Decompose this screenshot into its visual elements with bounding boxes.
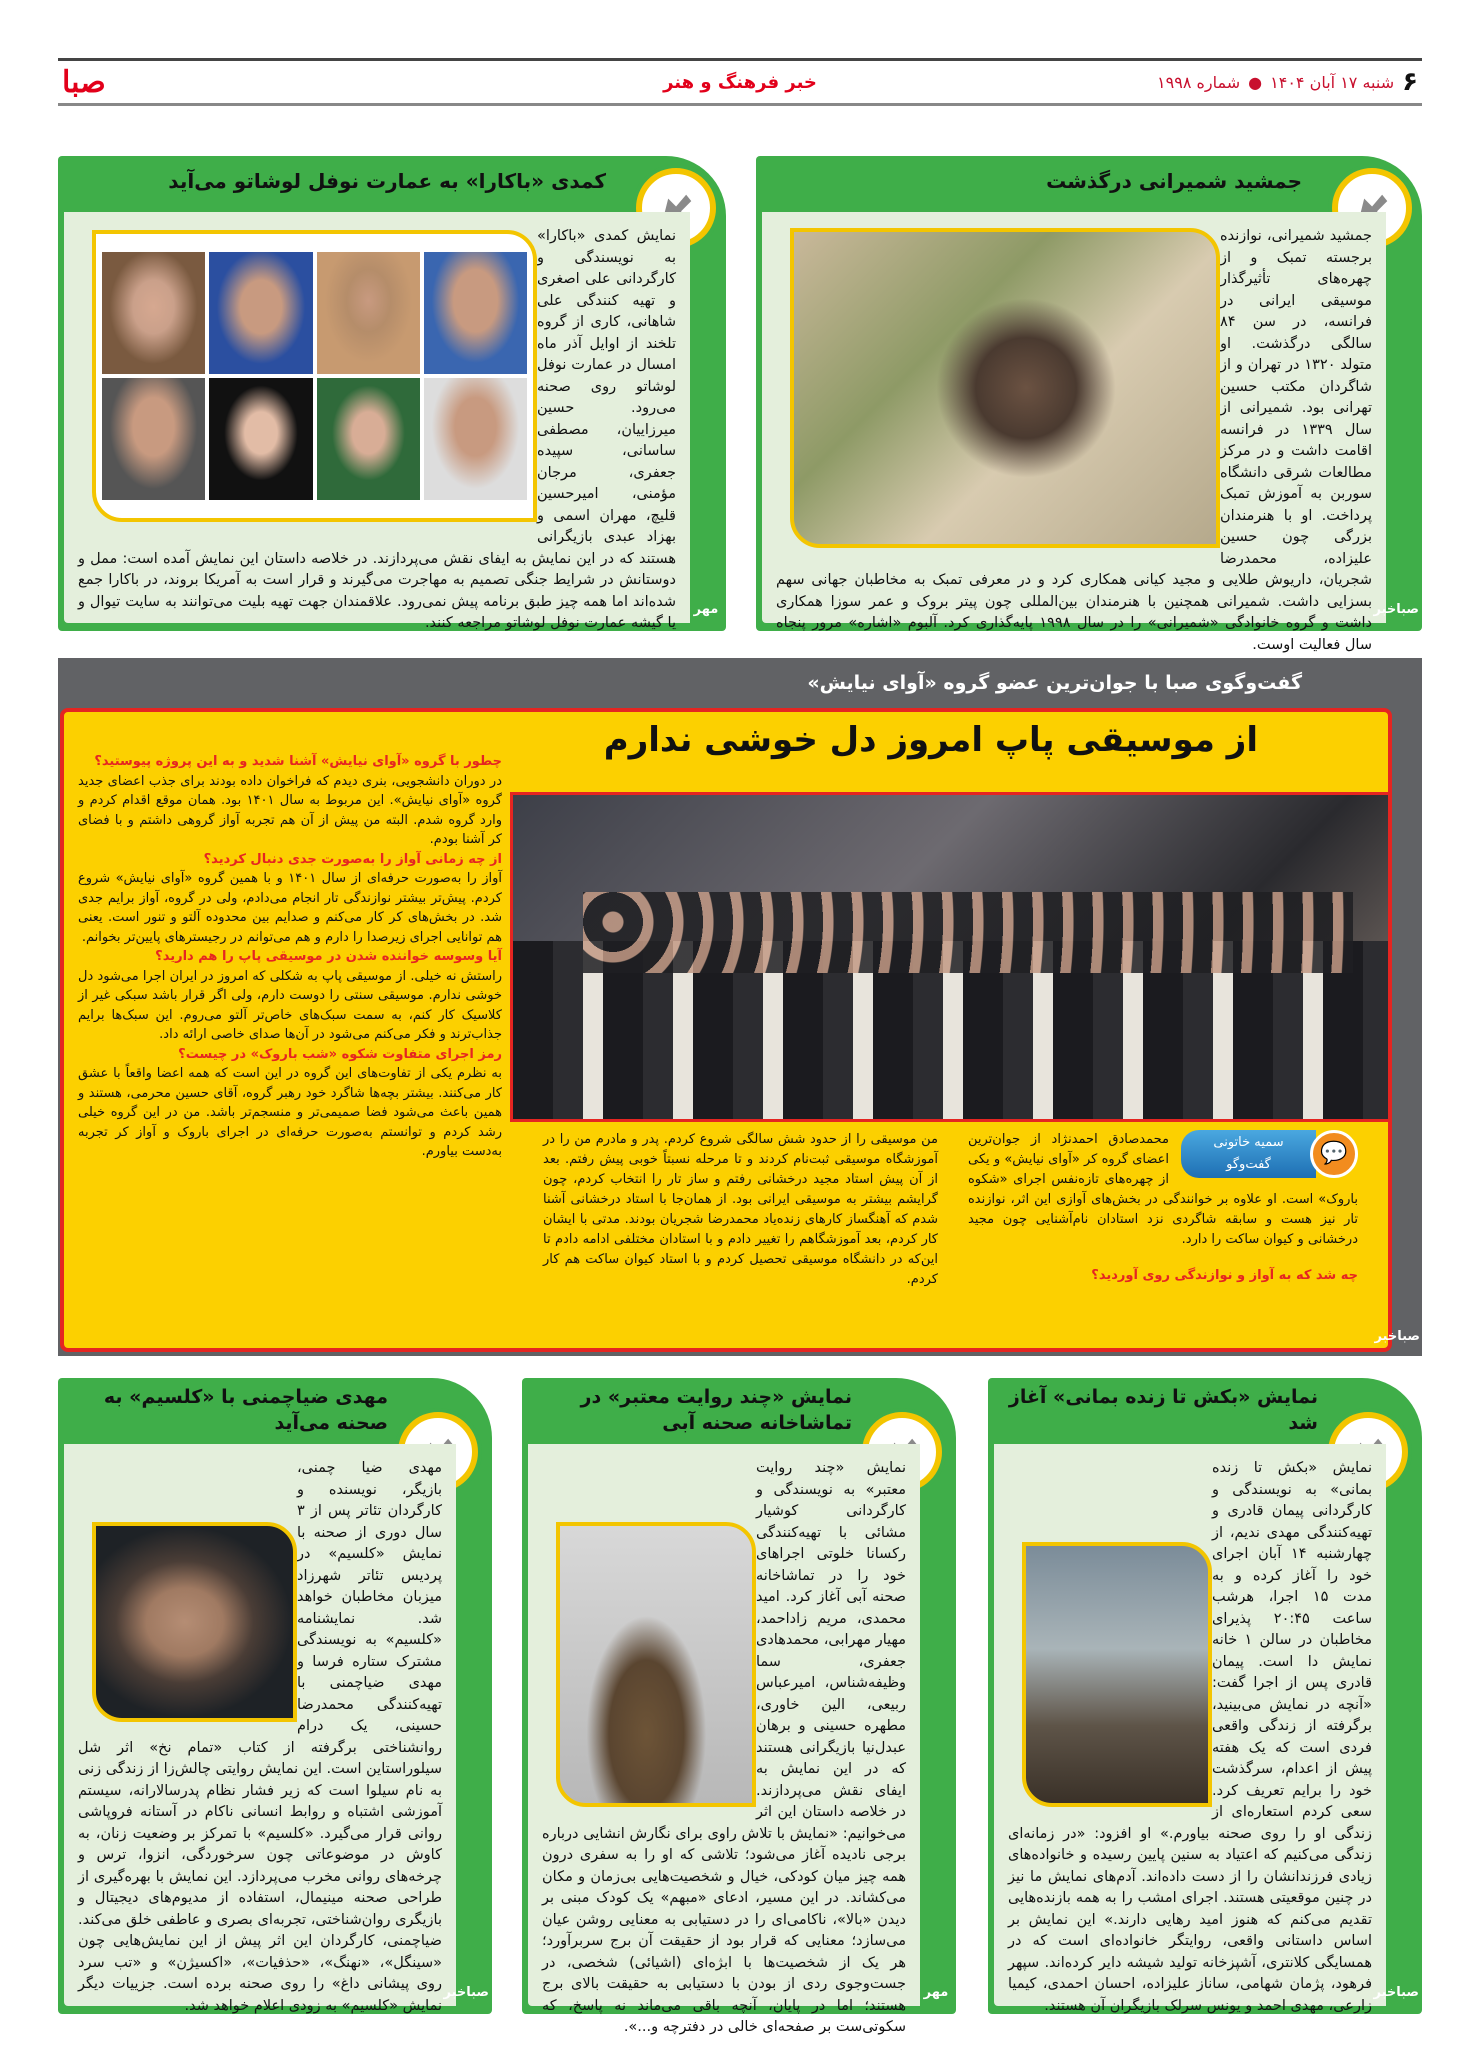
author-role: گفت‌وگو (1226, 1157, 1271, 1172)
section-title: خبر فرهنگ و هنر (663, 71, 817, 93)
article-title: مهدی ضیاچمنی با «کلسیم» به صحنه می‌آید (103, 1386, 388, 1434)
answer-column (543, 1130, 938, 1290)
page-number: ۶ (1402, 67, 1418, 97)
source-label: صباخبر (1374, 1329, 1420, 1344)
source-label: صباخبر (1373, 1985, 1419, 2000)
answer: به نظرم یکی از تفاوت‌های این گروه در این است که همه اعضا واقعاً با عشق کار می‌کنند. بیشتر بچه‌ها شاگرد خود رهبر گروه، آقای حسین محرمی، هستند و همین باعث می‌شود فضا صمیمی‌تر و منسجم‌تر باشد. من در این گروه خیلی رشد کردم و توانستم به‌صورت حرفه‌ای در اجرای باروک و آواز کر تجربه به‌دست بیاورم. (78, 1066, 502, 1159)
article-title: نمایش «چند روایت معتبر» در تماشاخانه صحنه آبی (580, 1386, 852, 1434)
article-interview (58, 658, 1422, 1356)
interview-intro: محمدصادق احمدنژاد از جوان‌ترین اعضای گروه کر «آوای نیایش» و یکی از چهره‌های تازه‌نفس اجرای «شکوه باروک» است. او علاوه بر خوانندگی در بخش‌های آوازی این اثر، نوازنده تار نیز هست و سابقه شاگردی نزد استادان نام‌آشنایی چون مجید درخشانی و کیوان ساکت را دارد. (968, 1132, 1358, 1247)
article-title: جمشید شمیرانی درگذشت (1046, 169, 1302, 193)
article-kalsim (58, 1378, 492, 2014)
answer: آواز را به‌صورت حرفه‌ای از سال ۱۴۰۱ و با همین گروه «آوای نیایش» شروع کردم. پیش‌تر بیشتر نوازندگی تار انجام می‌دادم، ولی در گروه، آواز برایم جدی شد. در بخش‌های کر کار می‌کنم و صدایم بین محدوده آلتو و تنور است. یعنی هم توانایی اجرای زیرصدا را دارم و هم می‌توانم در رجیسترهای پایین‌تر بخوانم. (78, 871, 502, 945)
choir-photo (510, 792, 1388, 1122)
article-shemirani (756, 156, 1422, 653)
article-body: نمایش «چند روایت معتبر» به نویسندگی و کارگردانی کوشیار مشائی با تهیه‌کنندگی رکسانا خلوتی اجراهای خود را در تماشاخانه صحنه آبی آغاز کرد. امید محمدی، مریم زاداحمد، مهیار مهرابی، محمدهادی جعفری، سما وظیفه‌شناس، امیرعباس ربیعی، الین خاوری، مطهره حسینی و برهان عبدل‌نیا بازیگرانی هستند که در این نمایش به ایفای نقش می‌پردازند. در خلاصه داستان این اثر می‌خوانیم: «نمایش با تلاش راوی برای نگارش انشایی درباره برجی نادیده آغاز می‌شود؛ تلاشی که او را به سفری درون همه چیز میان کودکی، خیال و شخصیت‌هایی بی‌زمان و مکان می‌کشاند. در این مسیر، ادعای «مبهم» یک کودک مبنی بر دیدن «بالا»، ناکامی‌ای را در دستیابی به معنایی روشن عیان می‌سازد؛ معنایی که قرار بود از حقیقت آن برج سربرآورد؛ هر یک از شخصیت‌ها با ابژه‌ای (اشیائی) شخصی، در جست‌وجوی ردی از بودن با دستیابی به حقیقت بالای برج هستند؛ اما در پایان، آنچه باقی می‌ماند نه پاسخ، که سکوتی‌ست بر صفحه‌ای خالی در دفترچه و...». (542, 1460, 906, 2035)
cast-photo (209, 378, 312, 500)
question: آیا وسوسه خواننده شدن در موسیقی پاپ را هم دارید؟ (155, 949, 502, 964)
question: چه شد که به آواز و نوازندگی روی آوردید؟ (1091, 1268, 1358, 1283)
issue-info (1157, 67, 1418, 97)
source-label: مهر (693, 602, 719, 617)
chand-revayat-poster (556, 1522, 756, 1807)
cast-photo (209, 252, 312, 374)
article-body: نمایش «بکش تا زنده بمانی» به نویسندگی و کارگردانی پیمان قادری و تهیه‌کنندگی مهدی ندیم، از چهارشنبه ۱۴ آبان اجرای خود را آغاز کرده و به مدت ۱۵ اجرا، هرشب ساعت ۲۰:۴۵ پذیرای مخاطبان در سالن ۱ خانه نمایش دا است. پیمان قادری پس از اجرا گفت: «آنچه در نمایش می‌بینید، برگرفته از زندگی واقعی فردی است که یک هفته پیش از اعدام، سرگذشت خود را برایم تعریف کرد. سعی کردم استعاره‌ای از زندگی او را روی صحنه بیاورم.» او افزود: «در زمانه‌ای زندگی می‌کنیم که اعتیاد به سنین پایین رسیده و خانواده‌های زیادی فرزندانشان را از دست داده‌اند. آدم‌های نمایش ما نیز در چنین موقعیتی هستند. اجرای امشب را به همه بازنده‌هایی تقدیم می‌کنم که هنوز امید رهایی دارند.» این نمایش بر اساس داستانی واقعی، روایتگر خانواده‌ای است که در همسایگی کلانتری، آشپزخانه تولید شیشه دایر کرده‌اند. سپهر فرهود، پژمان شهامی، ساناز علیزاده، احسان احمدی، کیمیا زارعی، مهدی احمد و یونس سرلک بازیگران آن هستند. (1008, 1460, 1372, 2014)
cast-photo (102, 378, 205, 500)
article-body: مهدی ضیا چمنی، بازیگر، نویسنده و کارگردان تئاتر پس از ۳ سال دوری از صحنه با نمایش «کلسیم» در پردیس تئاتر شهرزاد میزبان مخاطبان خواهد شد. نمایشنامه «کلسیم» به نویسندگی مشترک ستاره فرسا و مهدی ضیاچمنی با تهیه‌کنندگی محمدرضا حسینی، یک درام روانشناختی برگرفته از کتاب «تمام نخ» اثر شل سیلوراستاین است. این نمایش روایتی چالش‌زا از زندگی زنی به نام سیلوا است که زیر فشار نظام پدرسالارانه، سیستم آموزشی اشتباه و روابط انسانی ناکام در آستانه فروپاشی روانی قرار می‌گیرد. «کلسیم» با تمرکز بر وضعیت زنان، به کاوش در موضوعاتی چون سرخوردگی، انزوا، ترس و چرخه‌های روانی مخرب می‌پردازد. این نمایش با بهره‌گیری از طراحی صحنه مینیمال، استفاده از مدیوم‌های دیجیتال و بازیگری روان‌شناختی، تجربه‌ای بصری و عاطفی خلق می‌کند. ضیاچمنی، کارگردان این اثر پیش از این نمایش‌هایی چون «سینگل»، «نهنگ»، «حذفیات»، «اکسیژن» و «تب سرد روی پیشانی داغ» را روی صحنه برده است. جزییات دیگر نمایش «کلسیم» به زودی اعلام خواهد شد. (78, 1460, 442, 2014)
article-body: جمشید شمیرانی، نوازنده برجسته تمبک و از چهره‌های تأثیرگذار موسیقی ایرانی در فرانسه، در سن ۸۴ سالگی درگذشت. او متولد ۱۳۲۰ در تهران و از شاگردان مکتب حسین تهرانی بود. شمیرانی از سال ۱۳۳۹ در فرانسه اقامت داشت و در مرکز مطالعات شرقی دانشگاه سوربن به آموزش تمبک پرداخت. او با هنرمندان بزرگی چون حسین علیزاده، محمدرضا شجریان، داریوش طلایی و مجید کیانی همکاری کرد و در معرفی تمبک به مخاطبان جهانی سهم بسزایی داشت. شمیرانی همچنین با هنرمندان بین‌المللی چون پیتر بروک و عمر سوزا همکاری داشت و گروه خانوادگی «شمیرانی» را در سال ۱۹۹۸ پایه‌گذاری کرد. آلبوم «اشاره» مرور پنجاه سال فعالیت اوست. (776, 228, 1373, 653)
cast-photo (102, 252, 205, 374)
article-kicker: گفت‌وگوی صبا با جوان‌ترین عضو گروه «آوای نیایش» (807, 672, 1302, 694)
issue-number: شماره ۱۹۹۸ (1157, 72, 1241, 92)
cast-photo (317, 252, 420, 374)
question: چطور با گروه «آوای نیایش» آشنا شدید و به این پروژه پیوستید؟ (94, 754, 502, 769)
speech-bubble-icon: 💬 (1310, 1130, 1358, 1178)
source-label: صباخبر (443, 1985, 489, 2000)
article-chand-revayat (522, 1378, 956, 2035)
question: رمز اجرای متفاوت شکوه «شب باروک» در چیست؟ (178, 1046, 502, 1062)
answer: من موسیقی را از حدود شش سالگی شروع کردم. پدر و مادرم من را در آموزشگاه موسیقی ثبت‌نام کردند و تا مرحله نسبتاً خوبی پیش رفتم. بعد از آن پیش استاد مجید درخشانی رفتم و ساز تار را انتخاب کردم، چون گرایشم بیشتر به موسیقی ایرانی بود. از همان‌جا با استاد درخشانی آشنا شدم که آهنگساز کارهای زنده‌یاد محمدرضا شجریان بودند. مدتی با ایشان کار کردم، بعد آموزشگاهم را تغییر دادم و با استادان مختلفی ادامه دادم تا این‌که در دانشگاه موسیقی تحصیل کردم و با استاد کیوان ساکت هم کار کردم. (543, 1132, 938, 1287)
author-byline (1181, 1130, 1358, 1178)
issue-date: شنبه ۱۷ آبان ۱۴۰۴ (1270, 72, 1395, 92)
bullet: ● (1248, 72, 1263, 92)
article-headline: از موسیقی پاپ امروز دل خوشی ندارم (603, 720, 1258, 760)
ziachamani-photo (92, 1522, 297, 1722)
qa-column (78, 752, 502, 1162)
article-bakara (58, 156, 726, 631)
intro-column (968, 1130, 1358, 1286)
article-body: نمایش کمدی «باکارا» به نویسندگی و کارگردانی علی اصغری و تهیه کنندگی علی شاهانی، کاری از گروه تلخند از اوایل آذر ماه امسال در عمارت نوفل لوشاتو روی صحنه می‌رود. حسین میرزاییان، مصطفی ساسانی، سپیده جعفری، مرجان مؤمنی، امیرحسین قلیچ، مهران اسمی و بهزاد عبدی بازیگرانی هستند که در این نمایش به ایفای نقش می‌پردازند. در خلاصه داستان این نمایش آمده است: ممل و دوستانش در شرایط جنگی تصمیم به مهاجرت می‌گیرند و قرار است به آمریکا بروند، در باکارا جمع شده‌اند اما همه چیز طبق برنامه پیش نمی‌رود. علاقمندان جهت تهیه بلیت می‌توانند به سایت تیوال و یا گیشه عمارت نوفل لوشاتو مراجعه کنند. (78, 228, 676, 631)
cast-photo-grid (92, 230, 537, 522)
interview-panel (60, 708, 1392, 1352)
cast-photo (424, 378, 527, 500)
article-title: نمایش «بکش تا زنده بمانی» آغاز شد (1008, 1386, 1318, 1434)
source-label: صباخبر (1373, 602, 1419, 617)
cast-photo (317, 378, 420, 500)
answer: راستش نه خیلی. از موسیقی پاپ به شکلی که امروز در ایران اجرا می‌شود دل خوشی ندارم. موسیقی سنتی را دوست دارم، ولی اگر قرار باشد سبکی غیر از کلاسیک کار کنم، به سمت سبک‌های خاص‌تر آلتو می‌روم. این سبک‌ها برایم جذاب‌ترند و فکر می‌کنم می‌شود در آن‌ها صدای خاصی ارائه داد. (78, 968, 502, 1042)
bekosh-poster (1022, 1542, 1212, 1807)
page-header (58, 58, 1422, 106)
cast-photo (424, 252, 527, 374)
article-title: کمدی «باکارا» به عمارت نوفل لوشاتو می‌آید (168, 169, 606, 193)
source-label: مهر (923, 1985, 949, 2000)
shemirani-photo (790, 228, 1220, 548)
question: از چه زمانی آواز را به‌صورت جدی دنبال کردید؟ (203, 851, 502, 867)
author-name: سمیه خاتونی (1213, 1135, 1284, 1150)
newspaper-logo: صبا (62, 64, 106, 100)
answer: در دوران دانشجویی، بنری دیدم که فراخوان داده بودند برای جذب اعضای جدید گروه «آوای نیایش». این مربوط به سال ۱۴۰۱ بود. همان موقع اقدام کردم و وارد گروه شدم. البته من پیش از آن هم تجربه آواز گروهی داشتم و با فضای کر آشنا بودم. (78, 773, 502, 847)
article-bekosh (988, 1378, 1422, 2014)
